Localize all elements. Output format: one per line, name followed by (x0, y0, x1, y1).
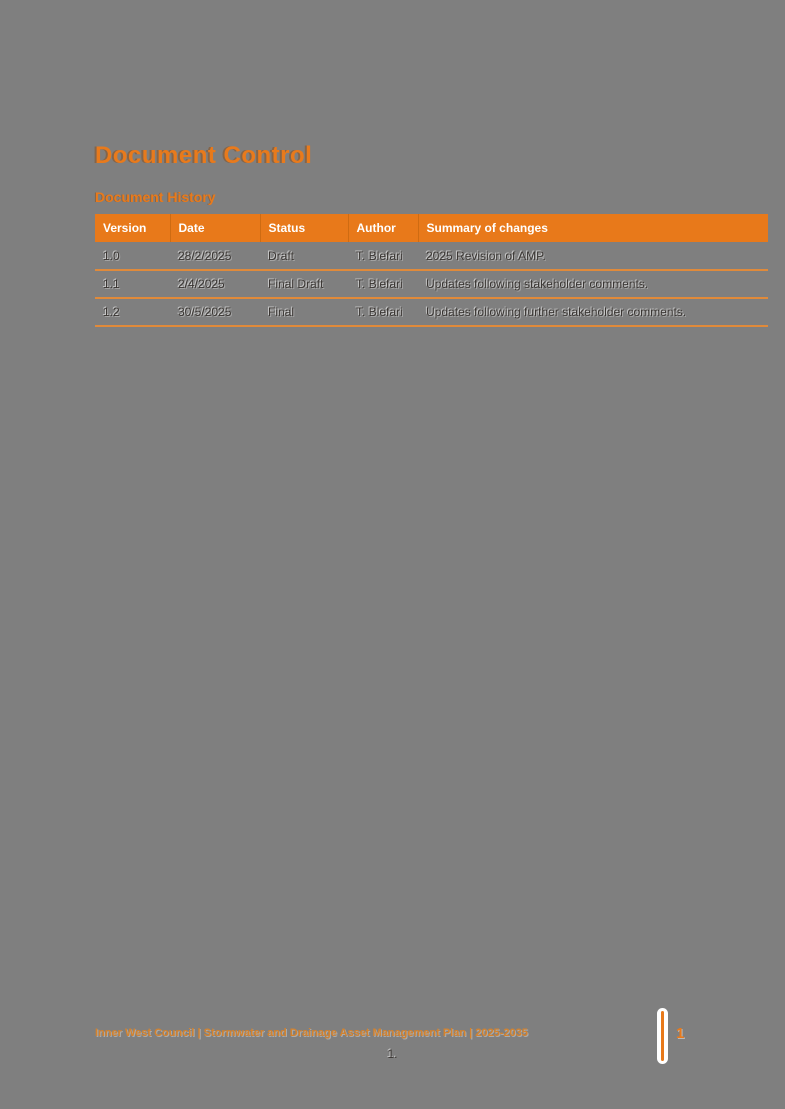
cell-version: 1.1 (95, 270, 170, 298)
cell-version: 1.2 (95, 298, 170, 326)
footer-document-identifier: Inner West Council | Stormwater and Drainage Asset Management Plan | 2025-2035 (95, 1027, 528, 1039)
cell-author: T. Blefari (348, 298, 418, 326)
cell-version: 1.0 (95, 242, 170, 270)
table-row (95, 298, 768, 326)
table-header-row (95, 214, 768, 242)
cell-summary: Updates following further stakeholder comments. (418, 298, 768, 326)
cell-author: T. Blefari (348, 242, 418, 270)
cell-date: 28/2/2025 (170, 242, 260, 270)
table-row (95, 242, 768, 270)
cell-summary: 2025 Revision of AMP. (418, 242, 768, 270)
page-title: Document Control (95, 142, 313, 169)
cell-date: 30/5/2025 (170, 298, 260, 326)
column-header-author: Author (348, 214, 418, 242)
cell-summary: Updates following stakeholder comments. (418, 270, 768, 298)
column-header-summary: Summary of changes (418, 214, 768, 242)
cell-status: Final Draft (260, 270, 348, 298)
footer-page-marker: 1 (676, 1025, 685, 1042)
column-header-status: Status (260, 214, 348, 242)
column-header-version: Version (95, 214, 170, 242)
cell-author: T. Blefari (348, 270, 418, 298)
document-history-table (95, 214, 768, 327)
cell-date: 2/4/2025 (170, 270, 260, 298)
cell-status: Draft (260, 242, 348, 270)
section-heading-document-history: Document History (95, 189, 216, 205)
cell-status: Final (260, 298, 348, 326)
footer-page-number: 1. (387, 1047, 398, 1061)
table-row (95, 270, 768, 298)
column-header-date: Date (170, 214, 260, 242)
